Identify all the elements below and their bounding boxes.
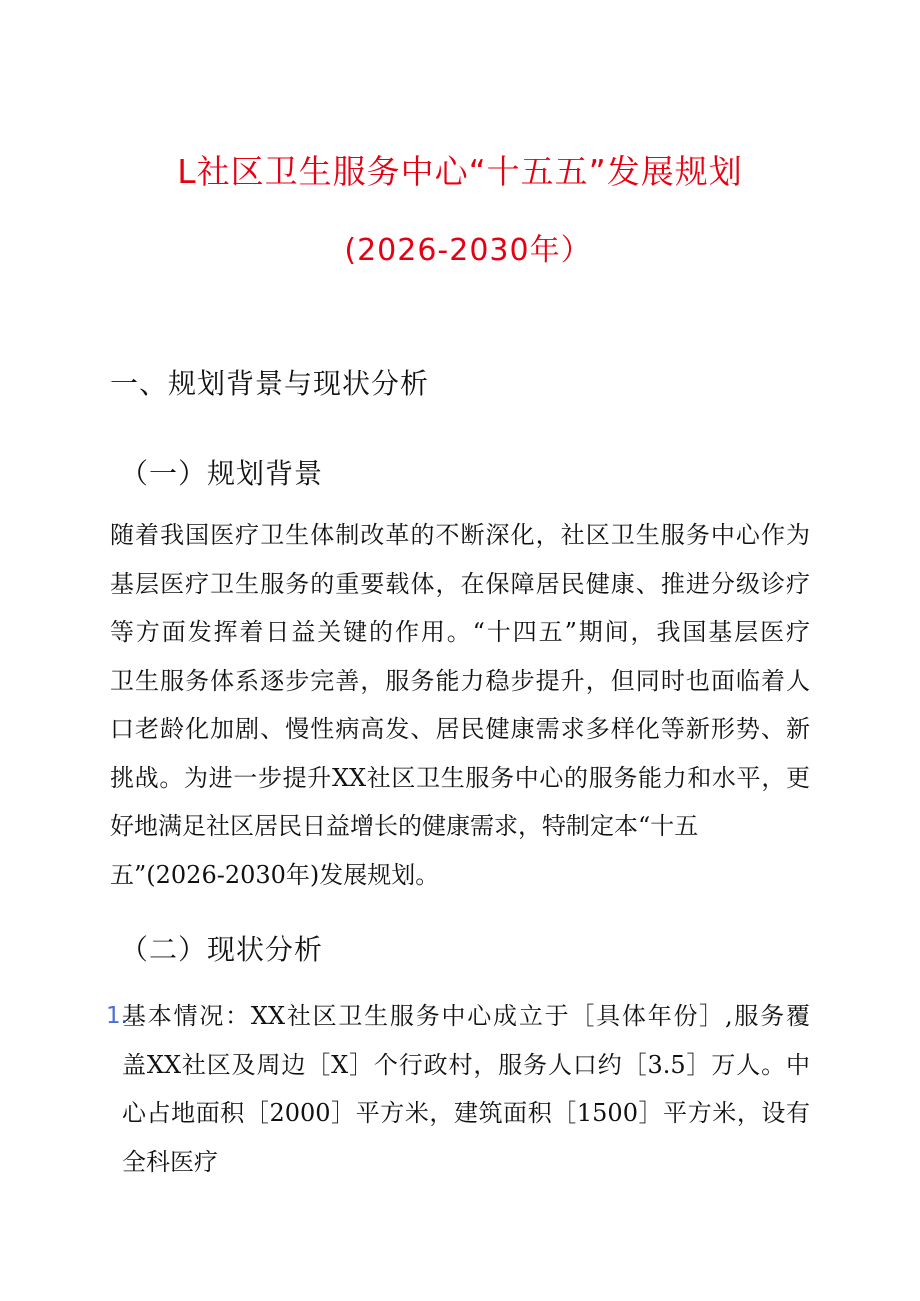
paragraph-line: 卫生服务体系逐步完善，服务能力稳步提升，但同时也面临着人 — [110, 666, 810, 695]
document-title: L社区卫生服务中心“十五五”发展规划 — [177, 152, 743, 191]
paragraph-line: 好地满足社区居民日益增长的健康需求，特制定本“十五 — [110, 812, 699, 840]
paragraph-line: 随着我国医疗卫生体制改革的不断深化，社区卫生服务中心作为 — [110, 521, 810, 549]
list-item-line: 心占地面积［2000］平方米，建筑面积［1500］平方米，设有 — [122, 1099, 810, 1127]
paragraph-line: 等方面发挥着日益关键的作用。“十四五”期间，我国基层医疗 — [110, 618, 810, 646]
list-item-body — [122, 992, 810, 1186]
document-subtitle: (2026-2030年） — [344, 233, 592, 268]
section-heading-1: 一、规划背景与现状分析 — [110, 367, 430, 400]
list-number-marker: 1. — [106, 1003, 128, 1029]
list-item-line: 全科医疗 — [122, 1147, 218, 1176]
list-item-line: 基本情况：XX社区卫生服务中心成立于［具体年份］,服务覆 — [122, 1002, 810, 1030]
subsection-heading-status: （二）现状分析 — [120, 933, 324, 966]
paragraph-line: 口老龄化加剧、慢性病高发、居民健康需求多样化等新形势、新 — [110, 715, 810, 743]
paragraph-line: 挑战。为进一步提升XX社区卫生服务中心的服务能力和水平，更 — [110, 763, 810, 792]
paragraph-line: 基层医疗卫生服务的重要载体，在保障居民健康、推进分级诊疗 — [110, 569, 810, 598]
paragraph-line: 五”(2026-2030年)发展规划。 — [110, 860, 440, 889]
list-item-line: 盖XX社区及周边［X］个行政村，服务人口约［3.5］万人。中 — [122, 1050, 810, 1079]
subsection-heading-background: （一）规划背景 — [120, 457, 324, 490]
background-paragraph — [110, 511, 810, 899]
